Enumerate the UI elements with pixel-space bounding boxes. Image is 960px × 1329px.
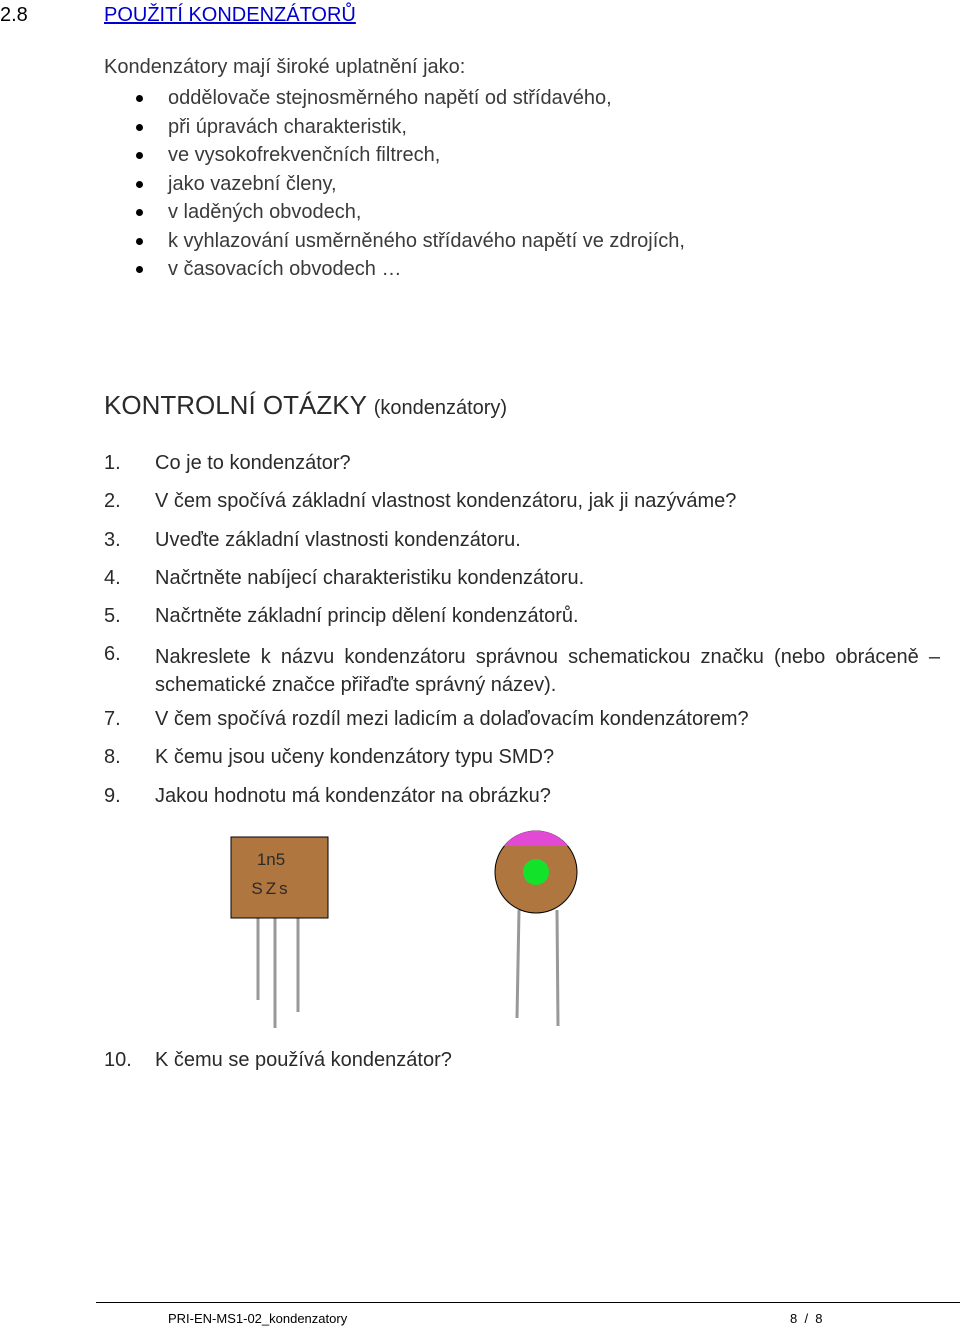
capacitor-marking-value: 1n5 bbox=[256, 850, 286, 869]
footer-document-id: PRI-EN-MS1-02_kondenzatory bbox=[168, 1311, 348, 1326]
capacitor-color-dot bbox=[523, 859, 549, 885]
capacitor-color-band bbox=[504, 831, 568, 846]
question-item: 5. Načrtněte základní princip dělení kondenzátorů. bbox=[104, 605, 579, 627]
list-item: ve vysokofrekvenčních filtrech, bbox=[132, 141, 685, 170]
questions-heading-subtitle: (kondenzátory) bbox=[373, 397, 508, 419]
question-item: 2. V čem spočívá základní vlastnost kondenzátoru, jak ji nazýváme? bbox=[104, 490, 737, 512]
capacitor-marking-code: SZs bbox=[251, 879, 291, 898]
film-capacitor-illustration bbox=[231, 837, 328, 1028]
section-number: 2.8 bbox=[0, 4, 28, 26]
question-item: 6. Nakreslete k názvu kondenzátoru správnou schematickou značku (nebo obráceně – schematické značce přiřaďte správný název). bbox=[104, 643, 940, 696]
questions-heading-title: KONTROLNÍ OTÁZKY bbox=[104, 390, 367, 420]
question-item: 1. Co je to kondenzátor? bbox=[104, 452, 351, 474]
question-item: 9. Jakou hodnotu má kondenzátor na obrázku? bbox=[104, 785, 551, 807]
section-title: POUŽITÍ KONDENZÁTORŮ bbox=[104, 4, 356, 26]
question-item: 4. Načrtněte nabíjecí charakteristiku kondenzátoru. bbox=[104, 567, 585, 589]
list-item: jako vazební členy, bbox=[132, 170, 685, 199]
list-item: v laděných obvodech, bbox=[132, 198, 685, 227]
list-item: v časovacích obvodech … bbox=[132, 255, 685, 284]
list-item: oddělovače stejnosměrného napětí od střídavého, bbox=[132, 84, 685, 113]
question-item: 3. Uveďte základní vlastnosti kondenzátoru. bbox=[104, 529, 521, 551]
footer-page-number: 8 / 8 bbox=[790, 1311, 823, 1326]
question-item: 10. K čemu se používá kondenzátor? bbox=[104, 1049, 452, 1071]
capacitor-lead bbox=[557, 910, 558, 1026]
ceramic-capacitor-illustration bbox=[495, 831, 577, 1026]
list-item: při úpravách charakteristik, bbox=[132, 113, 685, 142]
footer-divider bbox=[96, 1302, 960, 1303]
question-item: 8. K čemu jsou učeny kondenzátory typu SMD? bbox=[104, 746, 555, 768]
capacitor-lead bbox=[517, 910, 519, 1018]
question-item: 7. V čem spočívá rozdíl mezi ladicím a dolaďovacím kondenzátorem? bbox=[104, 708, 749, 730]
list-item: k vyhlazování usměrněného střídavého napětí ve zdrojích, bbox=[132, 227, 685, 256]
intro-text: Kondenzátory mají široké uplatnění jako: bbox=[104, 56, 466, 78]
